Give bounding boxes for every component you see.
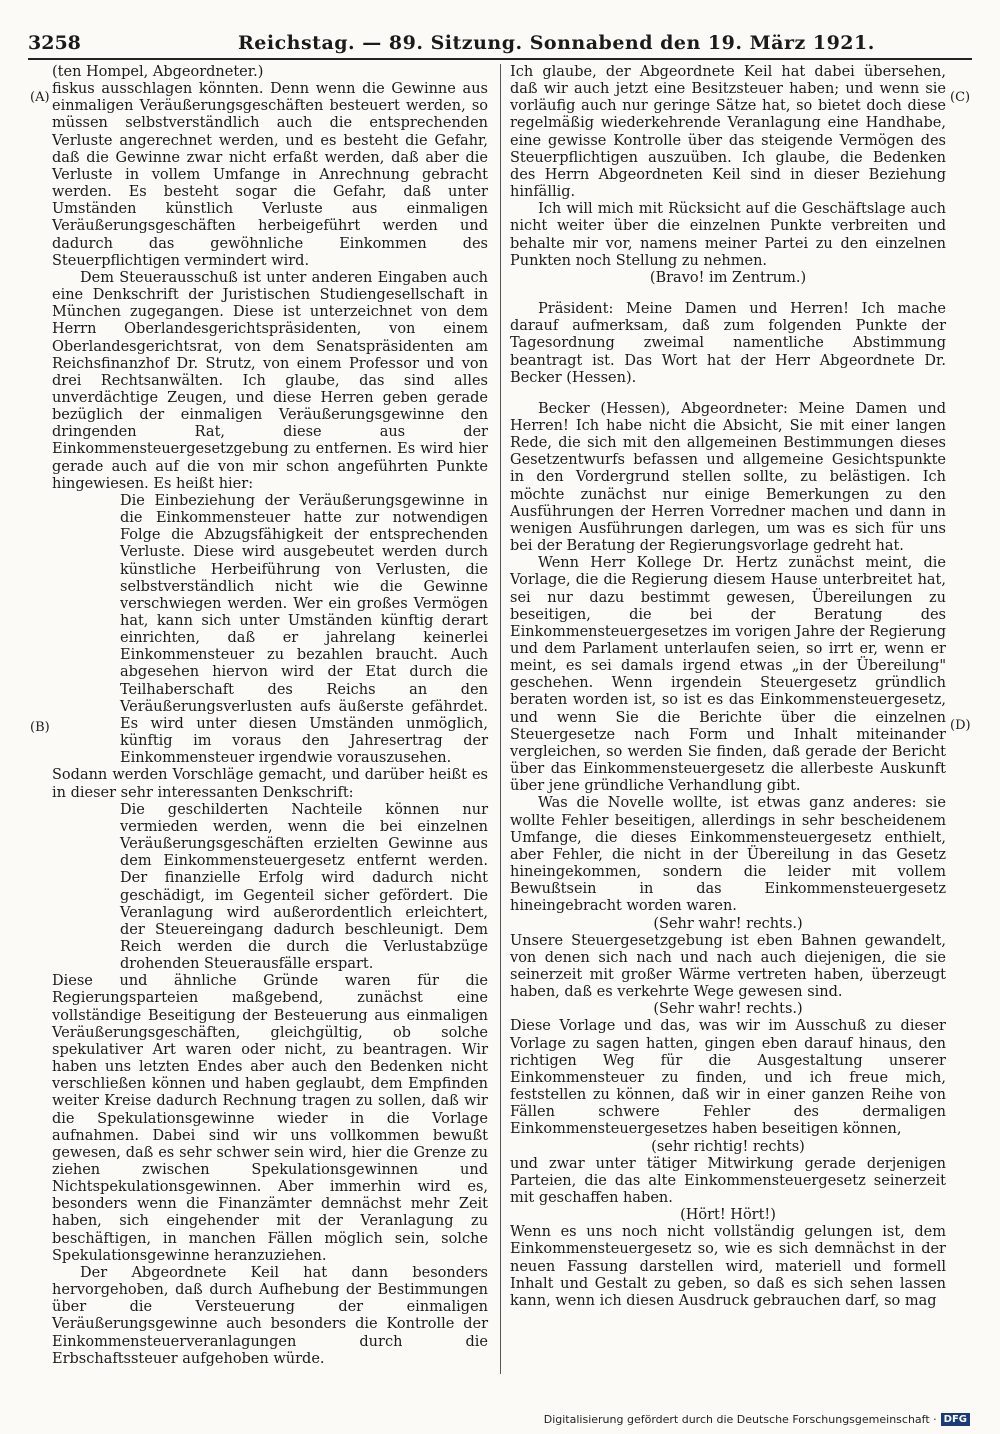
paragraph: Unsere Steuergesetzgebung ist eben Bahnen gewandelt, von denen sich nach und nach auch diejenigen, die sie seinerzeit mit großer Wärme vertreten haben, überzeugt haben, daß es verkehrte Wege gewesen sind.	[510, 932, 946, 1001]
dfg-logo: DFG	[941, 1413, 970, 1426]
paragraph: Wenn es uns noch nicht vollständig gelungen ist, dem Einkommensteuergesetz so, wie es sich demnächst in der neuen Fassung darstellen wird, materiell und formell Inhalt und Gestalt zu geben, so daß es sich sehen lassen kann, wenn ich diesen Ausdruck gebrauchen darf, so mag	[510, 1224, 946, 1309]
paragraph: Sodann werden Vorschläge gemacht, und darüber heißt es in dieser sehr interessanten Denkschrift:	[52, 767, 488, 801]
quotation: Die geschilderten Nachteile können nur vermieden werden, wenn die bei einzelnen Veräußerungsgeschäften erzielten Gewinne aus dem Einkommensteuergesetz entfernt werden. Der finanzielle Erfolg wird dadurch nicht geschädigt, im Gegenteil sicher gefördert. Die Veranlagung wird außerordentlich erleichtert, der Steuereingang dadurch beschleunigt. Dem Reich werden die durch die Verlustabzüge drohenden Steuerausfälle erspart.	[120, 801, 488, 973]
interjection: (sehr richtig! rechts)	[651, 1138, 805, 1155]
president-remark: Präsident: Meine Damen und Herren! Ich mache darauf aufmerksam, daß zum folgenden Punkte der Tagesordnung zweimal namentliche Abstimmung beantragt ist. Das Wort hat der Herr Abgeordnete Dr. Becker (Hessen).	[510, 301, 946, 386]
paragraph: und zwar unter tätiger Mitwirkung gerade derjenigen Parteien, die das alte Einkommensteuergesetz seinerzeit mit geschaffen haben.	[510, 1155, 946, 1206]
paragraph: Diese und ähnliche Gründe waren für die Regierungsparteien maßgebend, zunächst eine vollständige Beseitigung der Besteuerung aus einmaligen Veräußerungsgeschäften, gleichgültig, ob solche spekulativer Art waren oder nicht, zu beantragen. Wir haben uns letzten Endes aber auch den Bedenken nicht verschließen können und haben geglaubt, dem Empfinden weiter Kreise dadurch Rechnung tragen zu sollen, daß wir die Spekulationsgewinne wieder in die Vorlage aufnahmen. Dabei sind wir uns vollkommen bewußt gewesen, daß es sehr schwer sein wird, hier die Grenze zu ziehen zwischen Spekulationsgewinnen und Nichtspekulationsgewinnen. Aber immerhin wird es, besonders wenn die Finanzämter demnächst mehr Zeit haben, sich eingehender mit der Veranlagung zu beschäftigen, in manchen Fällen möglich sein, solche Spekulationsgewinne heranzuziehen.	[52, 973, 488, 1264]
speaker-note: (ten Hompel, Abgeordneter.)	[52, 64, 264, 80]
left-column	[52, 64, 488, 1368]
paragraph: Ich will mich mit Rücksicht auf die Geschäftslage auch nicht weiter über die einzelnen Punkte verbreiten und behalte mir vor, namens meiner Partei zu den einzelnen Punkten noch Stellung zu nehmen.	[510, 201, 946, 269]
paragraph: Diese Vorlage und das, was wir im Ausschuß zu dieser Vorlage zu sagen hatten, gingen eben darauf hinaus, den richtigen Weg für die Ausgestaltung unserer Einkommensteuer zu finden, und ich freue mich, feststellen zu können, daß wir in einer ganzen Reihe von Fällen schwere Fehler des dermaligen Einkommensteuergesetzes haben beseitigen können,	[510, 1018, 946, 1138]
margin-label-c: (C)	[950, 90, 971, 105]
footer-text: Digitalisierung gefördert durch die Deutsche Forschungsgemeinschaft ·	[543, 1413, 937, 1426]
footer-credit	[544, 1413, 970, 1426]
interjection: (Hört! Hört!)	[680, 1207, 776, 1224]
interjection: (Bravo! im Zentrum.)	[649, 269, 807, 286]
page-header	[28, 32, 972, 60]
interjection: (Sehr wahr! rechts.)	[653, 1001, 803, 1018]
margin-label-b: (B)	[30, 720, 50, 735]
paragraph: Der Abgeordnete Keil hat dann besonders hervorgehoben, daß durch Aufhebung der Bestimmungen über die Versteuerung der einmaligen Veräußerungsgewinne auch besonders die Kontrolle der Einkommensteuerveranlagungen durch die Erbschaftssteuer aufgehoben würde.	[52, 1264, 488, 1367]
quotation: Die Einbeziehung der Veräußerungsgewinne in die Einkommensteuer hatte zur notwendigen Folge die Abzugsfähigkeit der entsprechenden Verluste. Diese wird ausgebeutet werden durch künstliche Herbeiführung von Verlusten, die selbstverständlich nicht wie die Gewinne verschwiegen werden. Wer ein großes Vermögen hat, kann sich unter Umständen künftig derart einrichten, daß er jahrelang keinerlei Einkommensteuer zu bezahlen braucht. Auch abgesehen hiervon wird der Etat durch die Teilhaberschaft des Reichs an den Veräußerungsverlusten aufs äußerste gefährdet. Es wird unter diesen Umständen unmöglich, künftig im voraus den Jahresertrag der Einkommensteuer irgendwie vorauszusehen.	[120, 492, 488, 767]
paragraph: Dem Steuerausschuß ist unter anderen Eingaben auch eine Denkschrift der Juristischen Studiengesellschaft in München zugegangen. Diese ist unterzeichnet von dem Herrn Oberlandesgerichtspräsidenten, von einem Oberlandesgerichtsrat, von dem Senatspräsidenten am Reichsfinanzhof Dr. Strutz, von einem Professor und von drei Rechtsanwälten. Ich glaube, das sind alles unverdächtige Zeugen, und diese Herren geben gerade bezüglich der einmaligen Veräußerungsgewinne den dringenden Rat, diese aus der Einkommensteuergesetzgebung zu entfernen. Es wird hier gerade auch auf die von mir schon angeführten Punkte hingewiesen. Es heißt hier:	[52, 269, 488, 492]
speaker-opening: Becker (Hessen), Abgeordneter: Meine Damen und Herren! Ich habe nicht die Absicht, Sie mit einer langen Rede, die sich mit den allgemeinen Bestimmungen dieses Gesetzentwurfs befassen und allgemeine Gesichtspunkte in den Vordergrund stellen sollte, zu belästigen. Ich möchte zunächst nur einige Bemerkungen zu den Ausführungen der Herren Vorredner machen und dann in wenigen Ausführungen darlegen, um was es sich für uns bei der Beratung der Regierungsvorlage gedreht hat.	[510, 400, 946, 555]
paragraph: fiskus ausschlagen könnten. Denn wenn die Gewinne aus einmaligen Veräußerungsgeschäften besteuert werden, so müssen selbstverständlich auch die entsprechenden Verluste angerechnet werden, und es besteht die Gefahr, daß die Gewinne zwar nicht erfaßt werden, daß aber die Verluste in vollem Umfange in Anrechnung gebracht werden. Es besteht sogar die Gefahr, daß unter Umständen künstlich Verluste aus einmaligen Veräußerungsgeschäften herbeigeführt werden und dadurch das gewöhnliche Einkommen des Steuerpflichtigen vermindert wird.	[52, 81, 488, 269]
column-divider	[500, 64, 501, 1374]
page-title: Reichstag. — 89. Sitzung. Sonnabend den 19. März 1921.	[238, 32, 875, 54]
paragraph: Was die Novelle wollte, ist etwas ganz anderes: sie wollte Fehler beseitigen, allerdings in sehr bescheidenem Umfange, die dieses Einkommensteuergesetz enthielt, aber Fehler, die nicht in der Übereilung in das Gesetz hineingekommen, sondern die leider mit vollem Bewußtsein in das Einkommensteuergesetz hineingebracht worden waren.	[510, 795, 946, 915]
right-column	[510, 64, 946, 1310]
interjection: (Sehr wahr! rechts.)	[653, 915, 803, 932]
margin-label-d: (D)	[950, 718, 971, 733]
page-number: 3258	[28, 32, 81, 54]
paragraph: Ich glaube, der Abgeordnete Keil hat dabei übersehen, daß wir auch jetzt eine Besitzsteuer haben; und wenn sie vorläufig auch nur geringe Sätze hat, so bietet doch diese regelmäßig wiederkehrende Veranlagung eine Handhabe, eine gewisse Kontrolle über das steigende Vermögen des Steuerpflichtigen auszuüben. Ich glaube, die Bedenken des Herrn Abgeordneten Keil sind in dieser Beziehung hinfällig.	[510, 64, 946, 201]
margin-label-a: (A)	[30, 90, 50, 105]
paragraph: Wenn Herr Kollege Dr. Hertz zunächst meint, die Vorlage, die die Regierung diesem Hause unterbreitet hat, sei nur dazu bestimmt gewesen, Übereilungen zu beseitigen, die bei der Beratung des Einkommensteuergesetzes im vorigen Jahre der Regierung und dem Parlament unterlaufen seien, so irrt er, wenn er meint, es sei damals irgend etwas „in der Übereilung" geschehen. Wenn irgendein Steuergesetz gründlich beraten worden ist, so ist es das Einkommensteuergesetz, und wenn Sie die Berichte über die einzelnen Steuergesetze nach Form und Inhalt miteinander vergleichen, so werden Sie finden, daß gerade der Bericht über das Einkommensteuergesetz die allerbeste Auskunft über jene gründliche Verhandlung gibt.	[510, 555, 946, 795]
